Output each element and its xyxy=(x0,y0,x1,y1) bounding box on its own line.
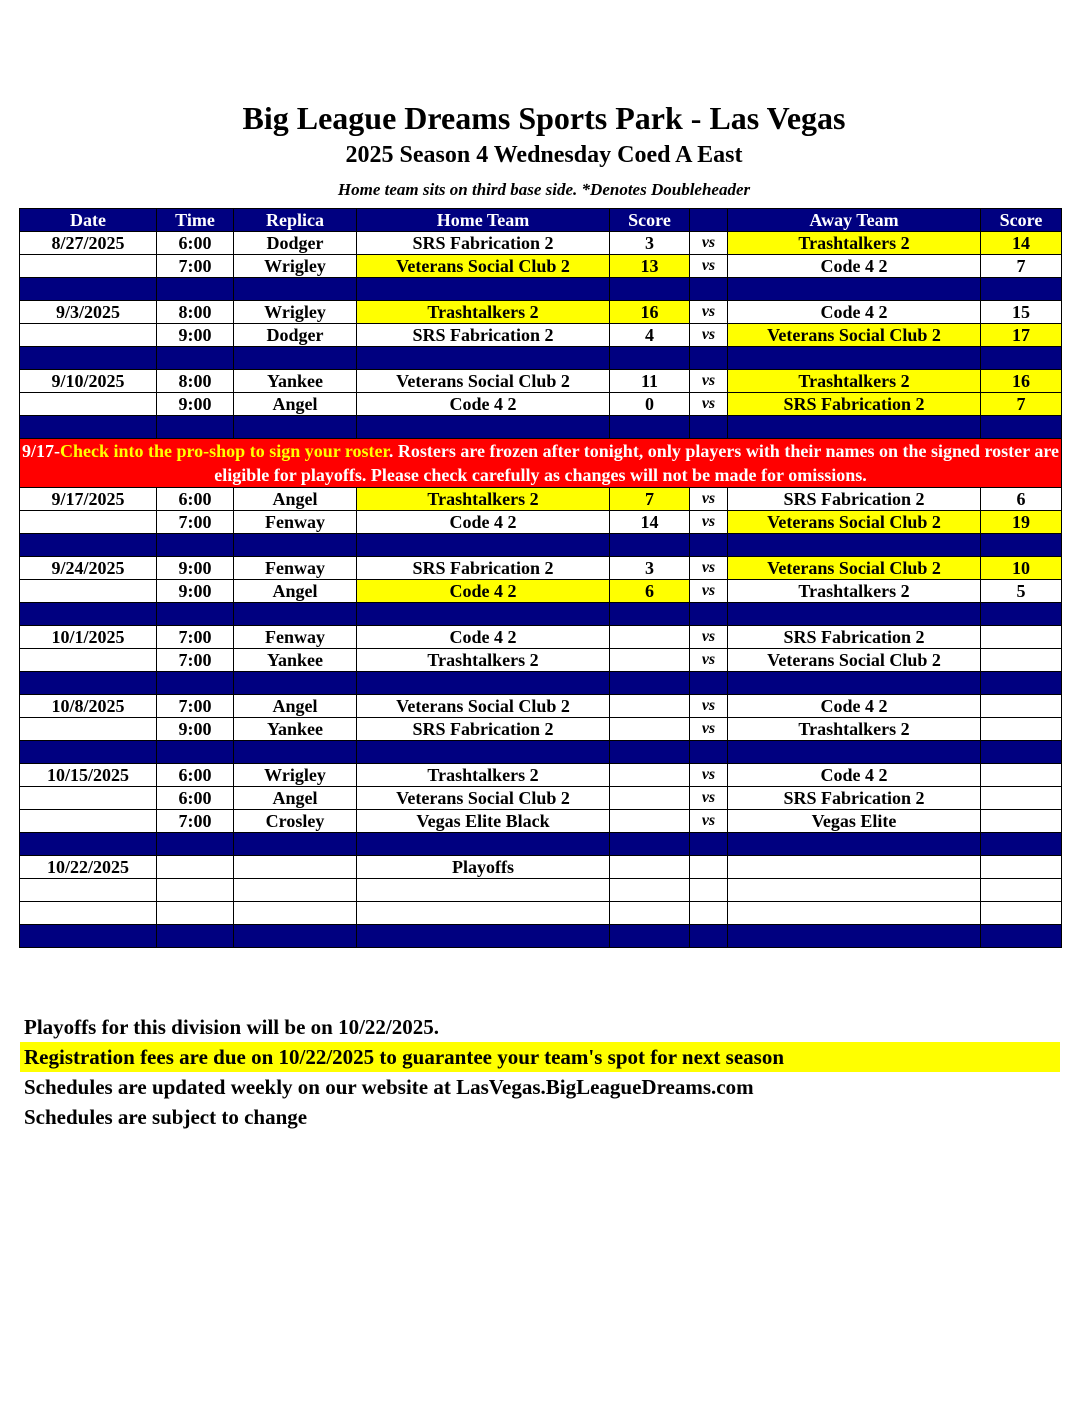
home-team-note: Home team sits on third base side. *Denotes Doubleheader xyxy=(337,180,751,199)
away-score xyxy=(981,649,1062,672)
separator-cell xyxy=(981,833,1062,856)
separator-cell xyxy=(357,534,610,557)
separator-cell xyxy=(981,603,1062,626)
vs-label: vs xyxy=(690,488,728,511)
footer-playoffs: Playoffs for this division will be on 10/22/2025. xyxy=(24,1015,439,1039)
separator-cell xyxy=(157,347,234,370)
game-date xyxy=(20,580,157,603)
separator-cell xyxy=(610,741,690,764)
separator-cell xyxy=(20,278,157,301)
week-separator-row xyxy=(20,416,1062,439)
game-row xyxy=(20,902,1062,925)
separator-cell xyxy=(234,741,357,764)
game-date xyxy=(20,902,157,925)
away-score: 15 xyxy=(981,301,1062,324)
separator-cell xyxy=(690,278,728,301)
game-date xyxy=(20,810,157,833)
away-score: 7 xyxy=(981,255,1062,278)
separator-cell xyxy=(690,833,728,856)
game-date xyxy=(20,787,157,810)
vs-label: vs xyxy=(690,810,728,833)
game-row xyxy=(20,856,1062,879)
game-date: 10/8/2025 xyxy=(20,695,157,718)
away-score: 5 xyxy=(981,580,1062,603)
game-field: Fenway xyxy=(234,557,357,580)
vs-label: vs xyxy=(690,324,728,347)
separator-cell xyxy=(728,347,981,370)
game-date xyxy=(20,718,157,741)
home-team xyxy=(357,902,610,925)
away-score xyxy=(981,718,1062,741)
game-time: 9:00 xyxy=(157,557,234,580)
week-separator-row xyxy=(20,925,1062,948)
home-team: Trashtalkers 2 xyxy=(357,764,610,787)
game-time: 8:00 xyxy=(157,370,234,393)
separator-cell xyxy=(234,534,357,557)
game-row xyxy=(20,718,1062,741)
away-team: Vegas Elite xyxy=(728,810,981,833)
vs-label: vs xyxy=(690,393,728,416)
separator-cell xyxy=(357,347,610,370)
home-score: 0 xyxy=(610,393,690,416)
away-team xyxy=(728,879,981,902)
game-field: Fenway xyxy=(234,626,357,649)
game-field xyxy=(234,902,357,925)
separator-cell xyxy=(234,925,357,948)
game-field: Angel xyxy=(234,393,357,416)
week-separator-row xyxy=(20,278,1062,301)
away-score xyxy=(981,787,1062,810)
game-field: Wrigley xyxy=(234,301,357,324)
game-date: 9/3/2025 xyxy=(20,301,157,324)
game-time: 7:00 xyxy=(157,255,234,278)
home-team: Trashtalkers 2 xyxy=(357,301,610,324)
home-team: Veterans Social Club 2 xyxy=(357,787,610,810)
vs-label: vs xyxy=(690,626,728,649)
header-row xyxy=(20,209,1062,232)
away-team: Veterans Social Club 2 xyxy=(728,324,981,347)
home-score: 3 xyxy=(610,232,690,255)
game-field xyxy=(234,856,357,879)
home-score xyxy=(610,718,690,741)
game-date xyxy=(20,511,157,534)
vs-label: vs xyxy=(690,580,728,603)
game-time: 7:00 xyxy=(157,626,234,649)
separator-cell xyxy=(234,347,357,370)
week-separator-row xyxy=(20,741,1062,764)
separator-cell xyxy=(357,833,610,856)
vs-label: vs xyxy=(690,695,728,718)
away-score: 17 xyxy=(981,324,1062,347)
game-date: 10/1/2025 xyxy=(20,626,157,649)
separator-cell xyxy=(981,534,1062,557)
away-team: Code 4 2 xyxy=(728,301,981,324)
separator-cell xyxy=(357,416,610,439)
game-time: 9:00 xyxy=(157,324,234,347)
separator-cell xyxy=(20,672,157,695)
separator-cell xyxy=(157,672,234,695)
separator-cell xyxy=(610,833,690,856)
separator-cell xyxy=(157,741,234,764)
separator-cell xyxy=(690,534,728,557)
home-score: 4 xyxy=(610,324,690,347)
vs-label: vs xyxy=(690,232,728,255)
game-field: Angel xyxy=(234,787,357,810)
game-time: 6:00 xyxy=(157,232,234,255)
game-row xyxy=(20,580,1062,603)
away-team: SRS Fabrication 2 xyxy=(728,393,981,416)
separator-cell xyxy=(610,347,690,370)
separator-cell xyxy=(234,672,357,695)
vs-label: vs xyxy=(690,557,728,580)
home-score xyxy=(610,787,690,810)
separator-cell xyxy=(728,278,981,301)
home-team: Playoffs xyxy=(357,856,610,879)
away-score xyxy=(981,695,1062,718)
home-score xyxy=(610,902,690,925)
separator-cell xyxy=(157,416,234,439)
home-score xyxy=(610,649,690,672)
game-row xyxy=(20,787,1062,810)
home-team: Code 4 2 xyxy=(357,393,610,416)
schedule-table xyxy=(19,208,1062,948)
game-row xyxy=(20,764,1062,787)
game-time: 9:00 xyxy=(157,580,234,603)
home-score xyxy=(610,879,690,902)
game-row xyxy=(20,695,1062,718)
game-row xyxy=(20,626,1062,649)
away-team xyxy=(728,856,981,879)
col-away-team: Away Team xyxy=(728,209,981,232)
game-row xyxy=(20,649,1062,672)
game-time xyxy=(157,879,234,902)
separator-cell xyxy=(20,925,157,948)
game-row xyxy=(20,255,1062,278)
away-team: Veterans Social Club 2 xyxy=(728,511,981,534)
game-row xyxy=(20,301,1062,324)
separator-cell xyxy=(690,672,728,695)
home-team: Trashtalkers 2 xyxy=(357,488,610,511)
game-date: 10/22/2025 xyxy=(20,856,157,879)
separator-cell xyxy=(157,833,234,856)
footer-registration: Registration fees are due on 10/22/2025 to guarantee your team's spot for next season xyxy=(20,1042,1060,1072)
game-time: 7:00 xyxy=(157,511,234,534)
game-time: 6:00 xyxy=(157,787,234,810)
home-score xyxy=(610,626,690,649)
home-team xyxy=(357,879,610,902)
home-score xyxy=(610,695,690,718)
page-title: Big League Dreams Sports Park - Las Vegas xyxy=(242,100,846,136)
game-field: Yankee xyxy=(234,718,357,741)
home-score: 7 xyxy=(610,488,690,511)
separator-cell xyxy=(357,741,610,764)
away-score xyxy=(981,626,1062,649)
game-date: 9/24/2025 xyxy=(20,557,157,580)
separator-cell xyxy=(357,672,610,695)
away-score xyxy=(981,902,1062,925)
game-row xyxy=(20,232,1062,255)
separator-cell xyxy=(690,603,728,626)
separator-cell xyxy=(981,925,1062,948)
vs-label: vs xyxy=(690,255,728,278)
footer-website: Schedules are updated weekly on our website at LasVegas.BigLeagueDreams.com xyxy=(24,1075,754,1099)
away-team: Code 4 2 xyxy=(728,764,981,787)
game-date xyxy=(20,879,157,902)
away-team: SRS Fabrication 2 xyxy=(728,488,981,511)
separator-cell xyxy=(690,925,728,948)
separator-cell xyxy=(728,741,981,764)
home-score xyxy=(610,856,690,879)
away-score xyxy=(981,879,1062,902)
game-field: Fenway xyxy=(234,511,357,534)
separator-cell xyxy=(20,741,157,764)
week-separator-row xyxy=(20,603,1062,626)
home-score: 11 xyxy=(610,370,690,393)
col-vs xyxy=(690,209,728,232)
separator-cell xyxy=(690,347,728,370)
game-time: 9:00 xyxy=(157,718,234,741)
vs-label: vs xyxy=(690,301,728,324)
home-team: Veterans Social Club 2 xyxy=(357,695,610,718)
col-replica: Replica xyxy=(234,209,357,232)
game-time: 6:00 xyxy=(157,488,234,511)
away-team: Trashtalkers 2 xyxy=(728,370,981,393)
vs-label: vs xyxy=(690,764,728,787)
col-date: Date xyxy=(20,209,157,232)
separator-cell xyxy=(981,278,1062,301)
away-score xyxy=(981,764,1062,787)
separator-cell xyxy=(20,534,157,557)
game-field: Angel xyxy=(234,580,357,603)
home-team: Code 4 2 xyxy=(357,580,610,603)
separator-cell xyxy=(610,925,690,948)
game-date: 9/17/2025 xyxy=(20,488,157,511)
game-date xyxy=(20,393,157,416)
separator-cell xyxy=(610,416,690,439)
home-team: Vegas Elite Black xyxy=(357,810,610,833)
vs-label xyxy=(690,856,728,879)
vs-label: vs xyxy=(690,649,728,672)
page-subtitle: 2025 Season 4 Wednesday Coed A East xyxy=(345,142,743,168)
footer-subject-to-change: Schedules are subject to change xyxy=(24,1105,308,1129)
home-team: Veterans Social Club 2 xyxy=(357,255,610,278)
notice-prefix: 9/17- xyxy=(22,441,60,461)
game-row xyxy=(20,879,1062,902)
home-team: SRS Fabrication 2 xyxy=(357,324,610,347)
game-date xyxy=(20,255,157,278)
game-field: Dodger xyxy=(234,232,357,255)
away-score xyxy=(981,810,1062,833)
separator-cell xyxy=(728,534,981,557)
away-score xyxy=(981,856,1062,879)
home-score: 14 xyxy=(610,511,690,534)
game-field: Wrigley xyxy=(234,764,357,787)
away-score: 7 xyxy=(981,393,1062,416)
game-row xyxy=(20,557,1062,580)
separator-cell xyxy=(981,741,1062,764)
separator-cell xyxy=(610,278,690,301)
vs-label: vs xyxy=(690,370,728,393)
vs-label: vs xyxy=(690,718,728,741)
away-score: 16 xyxy=(981,370,1062,393)
separator-cell xyxy=(234,603,357,626)
game-date xyxy=(20,649,157,672)
separator-cell xyxy=(728,925,981,948)
week-separator-row xyxy=(20,672,1062,695)
separator-cell xyxy=(981,347,1062,370)
away-score: 19 xyxy=(981,511,1062,534)
separator-cell xyxy=(357,278,610,301)
week-separator-row xyxy=(20,347,1062,370)
game-time: 8:00 xyxy=(157,301,234,324)
separator-cell xyxy=(610,672,690,695)
notice-text: . Rosters are frozen after tonight, only players with their names on the signed roster are eligible for playoffs. Please check carefully as changes will not be made for omissions. xyxy=(214,441,1059,485)
home-team: Trashtalkers 2 xyxy=(357,649,610,672)
home-team: SRS Fabrication 2 xyxy=(357,557,610,580)
game-field: Angel xyxy=(234,488,357,511)
separator-cell xyxy=(610,534,690,557)
home-team: Veterans Social Club 2 xyxy=(357,370,610,393)
home-score: 6 xyxy=(610,580,690,603)
game-field: Dodger xyxy=(234,324,357,347)
separator-cell xyxy=(234,278,357,301)
vs-label xyxy=(690,902,728,925)
away-team: Veterans Social Club 2 xyxy=(728,557,981,580)
game-field: Wrigley xyxy=(234,255,357,278)
home-score: 3 xyxy=(610,557,690,580)
separator-cell xyxy=(690,741,728,764)
separator-cell xyxy=(234,833,357,856)
vs-label xyxy=(690,879,728,902)
separator-cell xyxy=(728,416,981,439)
home-team: Code 4 2 xyxy=(357,511,610,534)
separator-cell xyxy=(20,416,157,439)
separator-cell xyxy=(20,603,157,626)
col-home-team: Home Team xyxy=(357,209,610,232)
away-team: Trashtalkers 2 xyxy=(728,718,981,741)
separator-cell xyxy=(157,534,234,557)
away-team: SRS Fabrication 2 xyxy=(728,787,981,810)
col-away-score: Score xyxy=(981,209,1062,232)
away-team: Code 4 2 xyxy=(728,695,981,718)
away-team xyxy=(728,902,981,925)
separator-cell xyxy=(728,603,981,626)
home-score xyxy=(610,764,690,787)
home-score: 13 xyxy=(610,255,690,278)
game-field: Crosley xyxy=(234,810,357,833)
separator-cell xyxy=(981,416,1062,439)
vs-label: vs xyxy=(690,511,728,534)
separator-cell xyxy=(234,416,357,439)
col-home-score: Score xyxy=(610,209,690,232)
game-row xyxy=(20,324,1062,347)
home-score xyxy=(610,810,690,833)
col-time: Time xyxy=(157,209,234,232)
separator-cell xyxy=(157,925,234,948)
game-time: 7:00 xyxy=(157,810,234,833)
home-team: SRS Fabrication 2 xyxy=(357,718,610,741)
roster-notice xyxy=(20,439,1062,488)
separator-cell xyxy=(610,603,690,626)
separator-cell xyxy=(157,603,234,626)
separator-cell xyxy=(157,278,234,301)
separator-cell xyxy=(728,833,981,856)
home-score: 16 xyxy=(610,301,690,324)
game-field: Yankee xyxy=(234,649,357,672)
game-date: 10/15/2025 xyxy=(20,764,157,787)
away-team: Trashtalkers 2 xyxy=(728,232,981,255)
away-team: Veterans Social Club 2 xyxy=(728,649,981,672)
game-row xyxy=(20,511,1062,534)
notice-highlight: Check into the pro-shop to sign your roster xyxy=(60,441,389,461)
away-team: SRS Fabrication 2 xyxy=(728,626,981,649)
game-row xyxy=(20,488,1062,511)
separator-cell xyxy=(690,416,728,439)
away-team: Trashtalkers 2 xyxy=(728,580,981,603)
game-field xyxy=(234,879,357,902)
game-row xyxy=(20,393,1062,416)
separator-cell xyxy=(357,603,610,626)
separator-cell xyxy=(728,672,981,695)
separator-cell xyxy=(357,925,610,948)
game-time: 7:00 xyxy=(157,649,234,672)
home-team: Code 4 2 xyxy=(357,626,610,649)
game-date xyxy=(20,324,157,347)
vs-label: vs xyxy=(690,787,728,810)
game-row xyxy=(20,370,1062,393)
game-time: 9:00 xyxy=(157,393,234,416)
roster-notice-row xyxy=(20,439,1062,488)
game-row xyxy=(20,810,1062,833)
game-date: 8/27/2025 xyxy=(20,232,157,255)
game-field: Angel xyxy=(234,695,357,718)
home-team: SRS Fabrication 2 xyxy=(357,232,610,255)
separator-cell xyxy=(20,833,157,856)
game-time xyxy=(157,856,234,879)
away-team: Code 4 2 xyxy=(728,255,981,278)
separator-cell xyxy=(20,347,157,370)
game-time: 7:00 xyxy=(157,695,234,718)
week-separator-row xyxy=(20,534,1062,557)
away-score: 6 xyxy=(981,488,1062,511)
away-score: 14 xyxy=(981,232,1062,255)
game-field: Yankee xyxy=(234,370,357,393)
game-time xyxy=(157,902,234,925)
week-separator-row xyxy=(20,833,1062,856)
away-score: 10 xyxy=(981,557,1062,580)
game-time: 6:00 xyxy=(157,764,234,787)
separator-cell xyxy=(981,672,1062,695)
game-date: 9/10/2025 xyxy=(20,370,157,393)
